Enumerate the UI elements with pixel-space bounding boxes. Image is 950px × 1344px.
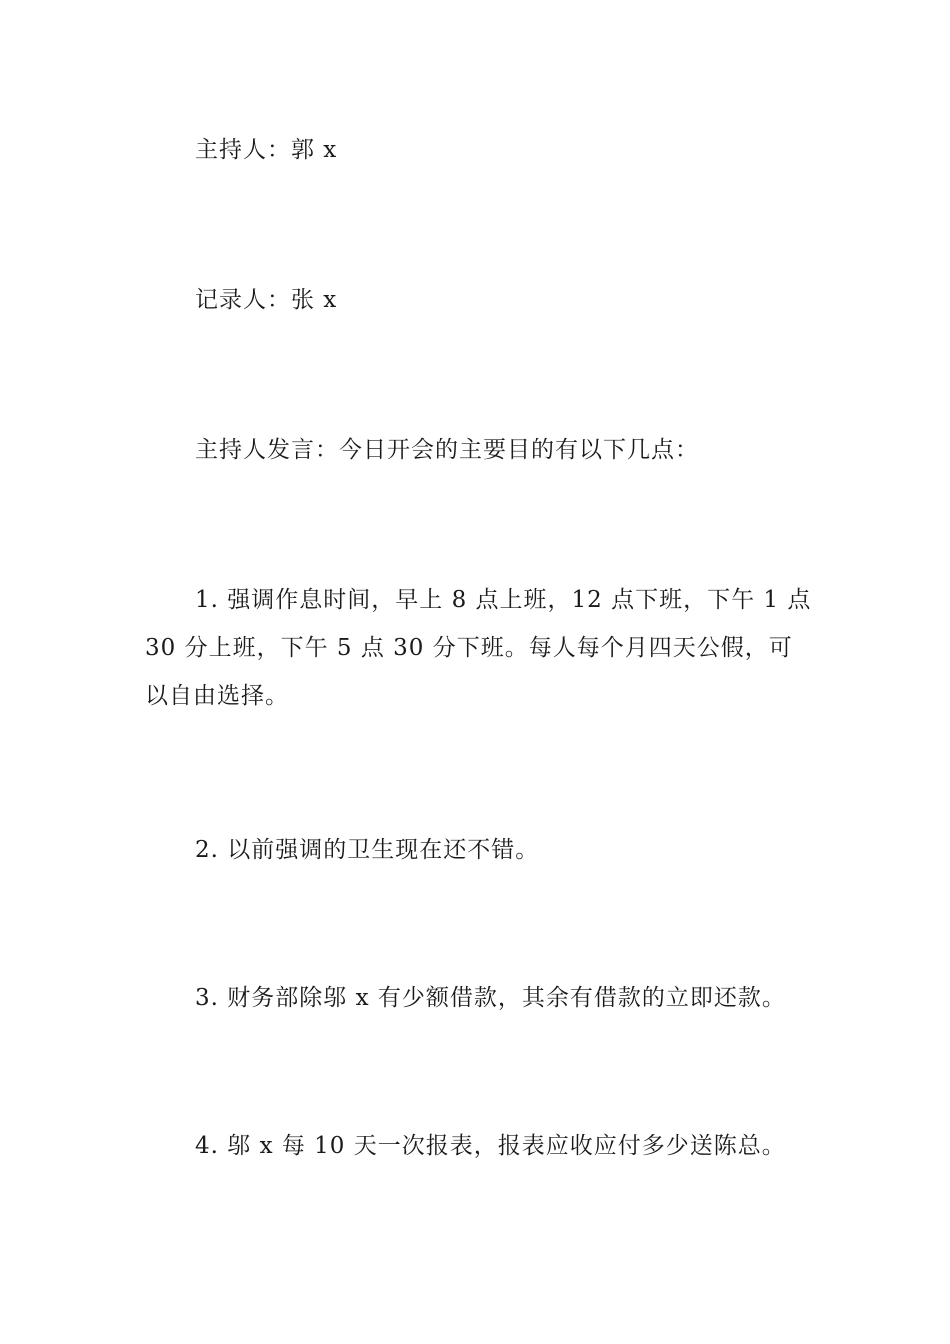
agenda-item-3: 3. 财务部除邬 x 有少额借款，其余有借款的立即还款。 <box>195 985 786 1011</box>
host-speech-line: 主持人发言：今日开会的主要目的有以下几点： <box>195 437 699 463</box>
recorder-line: 记录人：张 x <box>195 287 338 313</box>
agenda-item-2: 2. 以前强调的卫生现在还不错。 <box>195 837 540 863</box>
host-line: 主持人：郭 x <box>195 137 338 163</box>
agenda-item-1: 1. 强调作息时间，早上 8 点上班，12 点下班，下午 1 点 30 分上班，下午 5 点 30 分下班。每人每个月四天公假，可以自由选择。 <box>145 587 812 709</box>
agenda-item-4: 4. 邬 x 每 10 天一次报表，报表应收应付多少送陈总。 <box>195 1133 786 1159</box>
